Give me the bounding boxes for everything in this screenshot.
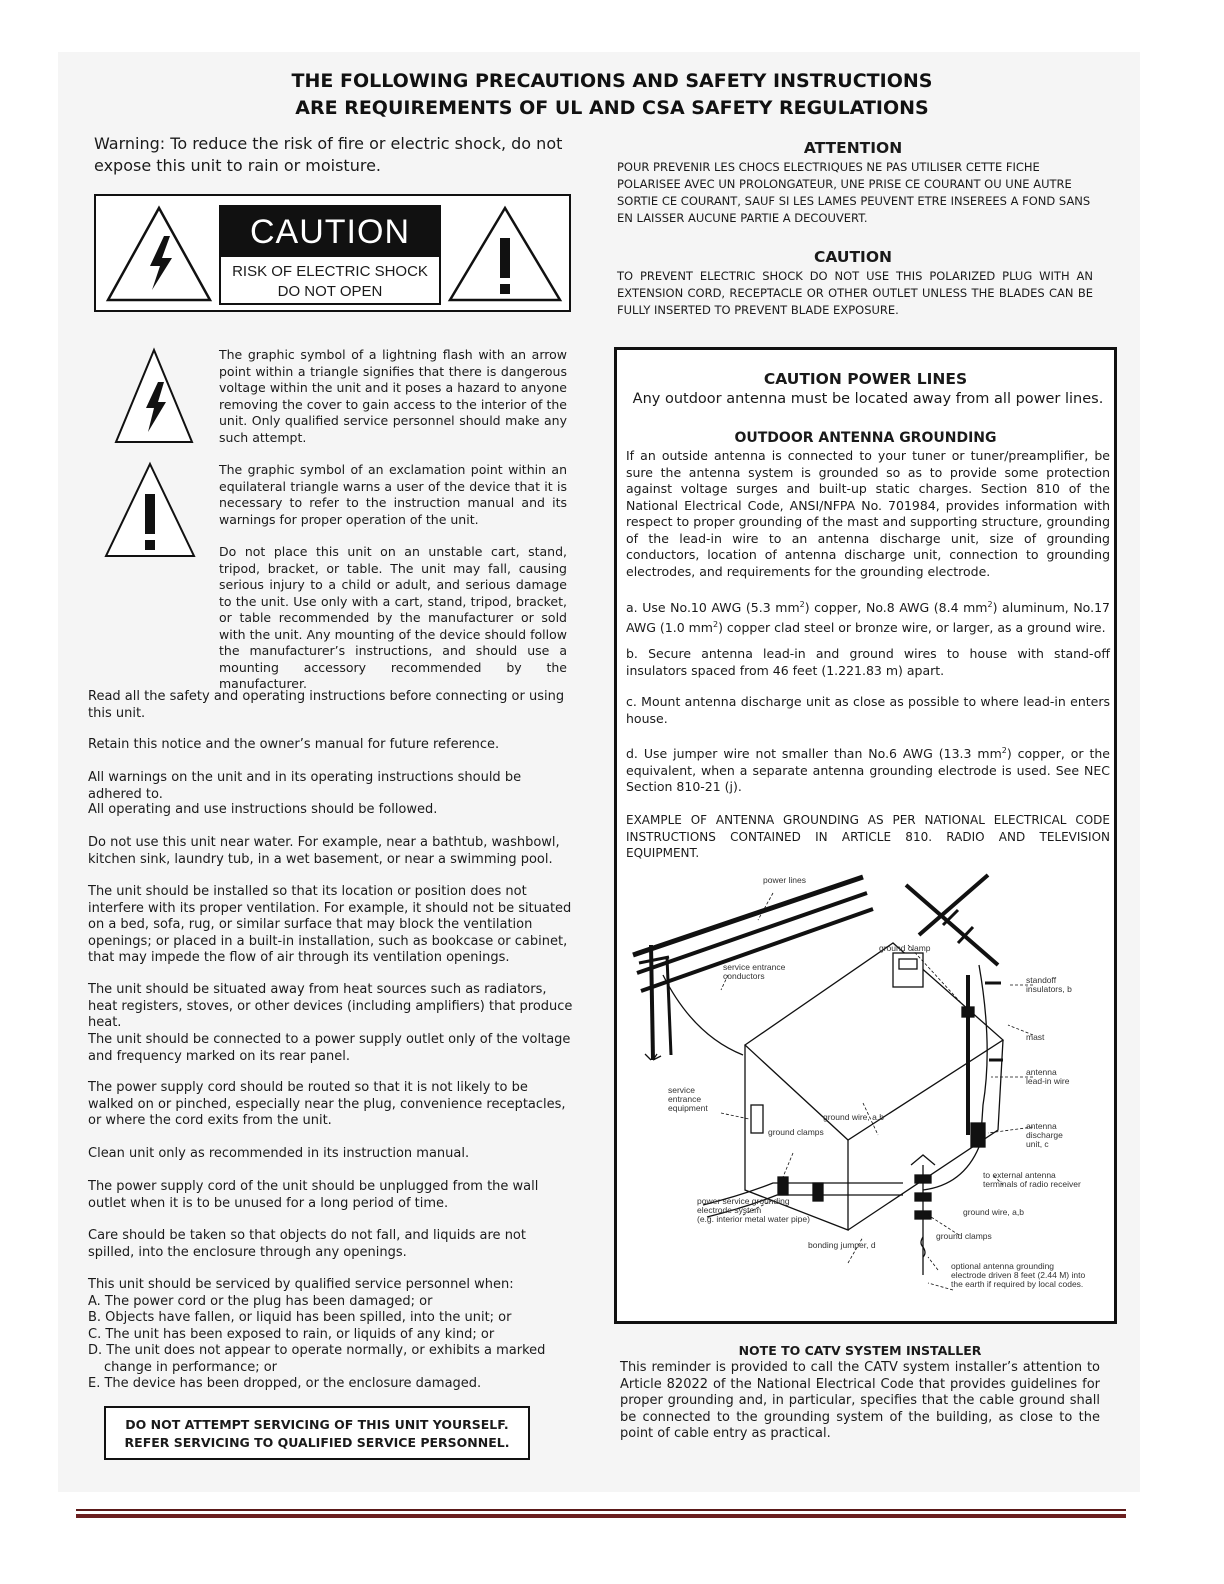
footer-rule: [76, 1509, 1126, 1511]
title-line-2: ARE REQUIREMENTS OF UL AND CSA SAFETY REGULATIONS: [295, 97, 929, 119]
title-line-1: THE FOLLOWING PRECAUTIONS AND SAFETY INSTRUCTIONS: [291, 70, 933, 92]
do-not-service-line-2: REFER SERVICING TO QUALIFIED SERVICE PERSONNEL.: [124, 1435, 510, 1450]
instruction-item: All warnings on the unit and in its operating instructions should be adhered to.: [88, 770, 522, 802]
caution-label-box: [94, 194, 571, 312]
page-title: [60, 68, 1164, 122]
svg-text:antenna: antenna: [1026, 1121, 1057, 1131]
svg-text:lead-in wire: lead-in wire: [1026, 1076, 1070, 1086]
service-item: C. The unit has been exposed to rain, or liquids of any kind; or: [88, 1326, 495, 1342]
lightning-symbol-icon: [112, 346, 196, 446]
diagram-label-power-lines: power lines: [763, 875, 806, 885]
svg-text:service entrance: service entrance: [723, 962, 786, 972]
instruction-item: Do not use this unit near water. For example, near a bathtub, washbowl, kitchen sink, laundry tub, in a wet basement, or near a swimming pool.: [88, 835, 560, 867]
service-item: E. The device has been dropped, or the enclosure damaged.: [88, 1376, 482, 1391]
caution-heading: CAUTION: [221, 207, 439, 257]
exclamation-symbol-text: The graphic symbol of an exclamation point within an equilateral triangle warns a user of the device that it is necessary to refer to the instruction manual and its warnings for proper operation of the unit.: [219, 462, 567, 527]
grounding-example: EXAMPLE OF ANTENNA GROUNDING AS PER NATIONAL ELECTRICAL CODE INSTRUCTIONS CONTAINED IN ARTICLE 810. RADIO AND TELEVISION EQUIPMENT.: [626, 813, 1110, 860]
svg-text:electrode driven 8 feet (2.44: electrode driven 8 feet (2.44 M) into: [951, 1270, 1086, 1280]
lightning-symbol-text: The graphic symbol of a lightning flash with an arrow point within a triangle signifies that there is dangerous voltage within the unit and it poses a hazard to anyone removing the cover to gain access to the interior of the unit. Only qualified service personnel should make any such attempt.: [219, 347, 567, 445]
svg-text:service: service: [668, 1085, 695, 1095]
grounding-item-a: a. Use No.10 AWG (5.3 $mm^2$) copper, No.8 AWG (8.4 $mm^2$) aluminum, No.17 AWG (1.0 $mm^2$) copper clad steel or bronze wire, or larger, as a ground wire.: [626, 600, 1110, 635]
caution-risk-text: RISK OF ELECTRIC SHOCK: [232, 263, 428, 280]
instruction-item: Care should be taken so that objects do not fall, and liquids are not spilled, into the enclosure through any openings.: [88, 1228, 526, 1260]
grounding-item-d: d. Use jumper wire not smaller than No.6 AWG (13.3 $mm^2$) copper, or the equivalent, when a separate antenna grounding electrode is used. See NEC Section 810-21 (j).: [626, 746, 1110, 795]
service-conditions: [88, 1277, 576, 1393]
svg-text:entrance: entrance: [668, 1094, 702, 1104]
grounding-heading: OUTDOOR ANTENNA GROUNDING: [734, 430, 997, 446]
catv-heading: NOTE TO CATV SYSTEM INSTALLER: [738, 1343, 982, 1358]
instruction-item: The unit should be connected to a power supply outlet only of the voltage and frequency marked on its rear panel.: [88, 1032, 571, 1064]
instruction-item: Clean unit only as recommended in its instruction manual.: [88, 1146, 470, 1161]
service-item: B. Objects have fallen, or liquid has been spilled, into the unit; or: [88, 1310, 512, 1325]
service-intro: This unit should be serviced by qualified service personnel when:: [88, 1277, 514, 1292]
do-not-service-box: [104, 1406, 530, 1460]
instruction-item: Read all the safety and operating instructions before connecting or using this unit.: [88, 689, 565, 721]
svg-text:electrode system: electrode system: [697, 1205, 762, 1215]
antenna-grounding-box: [614, 347, 1117, 1324]
svg-text:insulators, b: insulators, b: [1026, 984, 1072, 994]
lightning-warning-icon: [104, 204, 214, 304]
svg-text:ground wire, a,b: ground wire, a,b: [823, 1112, 884, 1122]
diagram-label-ground-clamp: ground clamp: [879, 943, 931, 953]
cart-warning-text: Do not place this unit on an unstable cart, stand, tripod, bracket, or table. The unit may fall, causing serious injury to a child or adult, and serious damage to the unit. Use only with a cart, stand, tripod, bracket, or table recommended by the manufacturer or sold with the unit. Any mounting of the device should follow the manufacturer’s instructions, and should use a mounting accessory recommended by the manufacturer.: [219, 544, 567, 691]
svg-text:ground wire, a,b: ground wire, a,b: [963, 1207, 1024, 1217]
svg-text:the earth if required by local: the earth if required by local codes.: [951, 1279, 1084, 1289]
svg-text:(e.g. interior metal water pip: (e.g. interior metal water pipe): [697, 1214, 810, 1224]
caution-plug-heading: CAUTION: [814, 248, 892, 266]
instruction-item: The unit should be situated away from heat sources such as radiators, heat registers, stoves, or other devices (including amplifiers) that produce heat.: [88, 982, 573, 1030]
grounding-item-b: b. Secure antenna lead-in and ground wires to house with stand-off insulators spaced from 46 feet (1.221.83 m) apart.: [626, 646, 1110, 678]
rain-moisture-warning: Warning: To reduce the risk of fire or electric shock, do not expose this unit to rain or moisture.: [94, 134, 563, 175]
do-not-service-line-1: DO NOT ATTEMPT SERVICING OF THIS UNIT YOURSELF.: [125, 1417, 509, 1432]
svg-text:power service grounding: power service grounding: [697, 1196, 790, 1206]
service-item: A. The power cord or the plug has been damaged; or: [88, 1293, 433, 1309]
svg-text:terminals of radio receiver: terminals of radio receiver: [983, 1179, 1081, 1189]
service-item: D. The unit does not appear to operate normally, or exhibits a marked change in performance; or: [88, 1343, 546, 1375]
instruction-item: All operating and use instructions should be followed.: [88, 802, 438, 817]
power-lines-text: Any outdoor antenna must be located away from all power lines.: [632, 391, 1104, 407]
svg-text:unit, c: unit, c: [1026, 1139, 1049, 1149]
svg-text:ground clamps: ground clamps: [768, 1127, 824, 1137]
footer-rule: [76, 1514, 1126, 1518]
caution-panel: [219, 205, 441, 305]
svg-text:bonding jumper, d: bonding jumper, d: [808, 1240, 876, 1250]
attention-heading: ATTENTION: [803, 139, 903, 157]
diagram-label-mast: mast: [1026, 1032, 1045, 1042]
attention-text: POUR PREVENIR LES CHOCS ELECTRIQUES NE PAS UTILISER CETTE FICHE POLARISEE AVEC UN PROLONGATEUR, UNE PRISE CE COURANT OU UNE AUTRE SORTIE CE COURANT, SAUF SI LES LAMES PEUVENT ETRE INSEREES A FOND SANS EN LAISSER AUCUNE PARTIE A DECOUVERT.: [617, 160, 1091, 225]
instruction-item: The power supply cord of the unit should be unplugged from the wall outlet when it is to be unused for a long period of time.: [88, 1179, 539, 1211]
exclamation-symbol-icon: [102, 460, 198, 560]
svg-text:standoff: standoff: [1026, 975, 1057, 985]
instruction-item: The power supply cord should be routed so that it is not likely to be walked on or pinched, especially near the plug, convenience receptacles, or where the cord exits from the unit.: [88, 1080, 566, 1128]
catv-text: This reminder is provided to call the CATV system installer’s attention to Article 82022 of the National Electrical Code that provides guidelines for proper grounding and, in particular, specifies that the cable ground shall be connected to the grounding system of the building, as close to the point of cable entry as practical.: [620, 1360, 1100, 1441]
exclamation-warning-icon: [446, 204, 564, 304]
instruction-item: The unit should be installed so that its location or position does not interfere with its proper ventilation. For example, it should not be situated on a bed, sofa, rug, or similar surface that may block the ventilation openings; or placed in a built-in installation, such as bookcase or cabinet, that may impede the flow of air through its ventilation openings.: [88, 884, 572, 965]
instruction-item: Retain this notice and the owner’s manual for future reference.: [88, 737, 500, 752]
antenna-grounding-diagram: [623, 865, 1112, 1305]
svg-text:to external antenna: to external antenna: [983, 1170, 1056, 1180]
grounding-item-c: c. Mount antenna discharge unit as close as possible to where lead-in enters house.: [626, 694, 1110, 726]
svg-text:ground clamps: ground clamps: [936, 1231, 992, 1241]
svg-text:conductors: conductors: [723, 971, 765, 981]
power-lines-heading: CAUTION POWER LINES: [763, 370, 968, 388]
grounding-text: If an outside antenna is connected to your tuner or tuner/preamplifier, be sure the antenna system is grounded so as to provide some protection against voltage surges and built-up static charges. Section 810 of the National Electrical Code, ANSI/NFPA No. 701984, provides information with respect to proper grounding of the mast and supporting structure, grounding of the lead-in wire to an antenna discharge unit, size of grounding conductors, location of antenna discharge unit, connection to grounding electrodes, and requirements for the grounding electrode.: [626, 448, 1110, 579]
svg-text:discharge: discharge: [1026, 1130, 1063, 1140]
svg-text:equipment: equipment: [668, 1103, 708, 1113]
caution-do-not-open-text: DO NOT OPEN: [277, 283, 383, 300]
caution-plug-text: TO PREVENT ELECTRIC SHOCK DO NOT USE THIS POLARIZED PLUG WITH AN EXTENSION CORD, RECEPTACLE OR OTHER OUTLET UNLESS THE BLADES CAN BE FULLY INSERTED TO PREVENT BLADE EXPOSURE.: [617, 269, 1093, 317]
svg-text:optional antenna grounding: optional antenna grounding: [951, 1261, 1055, 1271]
svg-text:antenna: antenna: [1026, 1067, 1057, 1077]
